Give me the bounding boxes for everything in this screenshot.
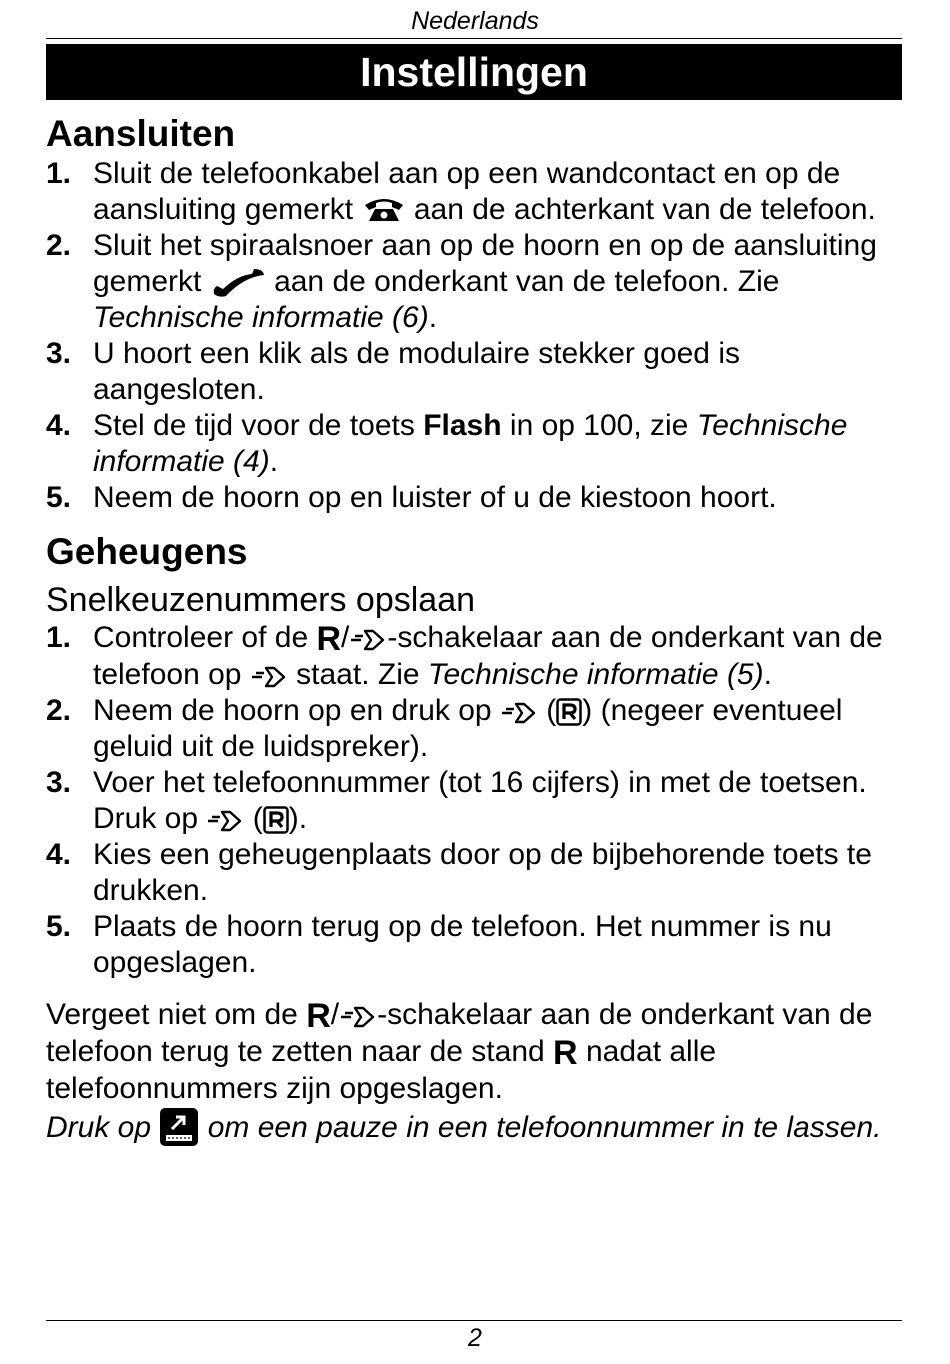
step-text: U hoort een klik als de modulaire stekker goed is aangesloten. bbox=[93, 337, 740, 406]
step-number: 4. bbox=[46, 838, 72, 871]
step-text: ). bbox=[288, 802, 308, 835]
separator: / bbox=[330, 998, 340, 1031]
step-number: 5. bbox=[46, 910, 72, 943]
list-item bbox=[46, 156, 902, 228]
step-number: 1. bbox=[46, 157, 72, 190]
store-arrow-icon bbox=[500, 700, 538, 726]
step-text: . bbox=[269, 445, 279, 478]
reference-link-text: Technische informatie (5) bbox=[427, 658, 764, 691]
list-item bbox=[46, 620, 902, 693]
step-text: ) (negeer eventueel geluid uit de luidspreker). bbox=[93, 694, 843, 763]
store-arrow-icon bbox=[349, 627, 387, 653]
step-text: aan de achterkant van de telefoon. bbox=[413, 193, 876, 226]
step-text: -schakelaar aan de onderkant van de telefoon op bbox=[93, 621, 883, 691]
step-number: 2. bbox=[46, 229, 72, 262]
note-text: Vergeet niet om de bbox=[46, 998, 298, 1031]
step-text: aan de onderkant van de telefoon. Zie bbox=[274, 265, 780, 298]
reference-link-text: Technische informatie (6) bbox=[93, 301, 429, 334]
step-text: . bbox=[428, 301, 438, 334]
step-text: Neem de hoorn op en luister of u de kiestoon hoort. bbox=[93, 481, 777, 514]
step-number: 3. bbox=[46, 337, 72, 370]
pause-key-icon bbox=[159, 1107, 199, 1147]
step-text: Sluit de telefoonkabel aan op een wandcontact en op de aansluiting gemerkt bbox=[93, 157, 841, 226]
separator: / bbox=[341, 621, 350, 654]
step-text: Voer het telefoonnummer (tot 16 cijfers) in met de toetsen. Druk op bbox=[93, 766, 867, 835]
geheugens-steps bbox=[46, 620, 902, 981]
bottom-divider bbox=[46, 1320, 902, 1321]
r-symbol: R bbox=[553, 1034, 578, 1072]
step-number: 1. bbox=[46, 621, 72, 654]
list-item bbox=[46, 228, 902, 336]
reference-link-text: Technische informatie (4) bbox=[93, 409, 848, 478]
boxed-r-icon bbox=[556, 698, 582, 726]
list-item bbox=[46, 837, 902, 909]
step-number: 2. bbox=[46, 694, 72, 727]
top-divider bbox=[46, 38, 902, 39]
step-text: Controleer of de bbox=[93, 621, 309, 654]
reset-switch-note bbox=[46, 997, 902, 1107]
store-arrow-icon bbox=[339, 1004, 377, 1030]
list-item bbox=[46, 693, 902, 765]
step-text: ( bbox=[252, 802, 263, 835]
step-number: 4. bbox=[46, 409, 72, 442]
list-item bbox=[46, 408, 902, 480]
note-text: nadat alle telefoonnummers zijn opgeslagen. bbox=[46, 1035, 717, 1105]
phone-jack-icon bbox=[362, 195, 406, 225]
step-text: Sluit het spiraalsnoer aan op de hoorn en op de aansluiting gemerkt bbox=[93, 229, 877, 298]
step-text: Neem de hoorn op en druk op bbox=[93, 694, 492, 727]
r-symbol: R bbox=[306, 997, 331, 1035]
page-content bbox=[46, 112, 902, 1147]
note-text: Druk op bbox=[46, 1111, 152, 1144]
store-arrow-icon bbox=[206, 808, 244, 834]
step-text: Plaats de hoorn terug op de telefoon. Het nummer is nu opgeslagen. bbox=[93, 910, 832, 979]
step-number: 5. bbox=[46, 481, 72, 514]
pause-note bbox=[46, 1107, 902, 1147]
step-text: . bbox=[763, 658, 772, 691]
subsection-heading: Snelkeuzenummers opslaan bbox=[46, 581, 476, 619]
step-text: staat. Zie bbox=[296, 658, 420, 691]
handset-icon bbox=[210, 269, 266, 297]
step-text: Kies een geheugenplaats door op de bijbehorende toets te drukken. bbox=[93, 838, 872, 907]
step-number: 3. bbox=[46, 766, 72, 799]
geheugens-heading: Geheugens bbox=[46, 531, 248, 572]
page-number: 2 bbox=[468, 1324, 482, 1352]
boxed-r-icon bbox=[263, 806, 289, 834]
step-text: Stel de tijd voor de toets bbox=[93, 409, 415, 442]
section-banner: Instellingen bbox=[46, 44, 902, 100]
language-label: Nederlands bbox=[411, 7, 539, 35]
note-text: -schakelaar aan de onderkant van de telefoon terug te zetten naar de stand bbox=[46, 998, 873, 1068]
aansluiten-heading: Aansluiten bbox=[46, 113, 236, 154]
list-item bbox=[46, 336, 902, 408]
list-item bbox=[46, 909, 902, 981]
note-text: om een pauze in een telefoonnummer in te lassen. bbox=[207, 1111, 882, 1144]
store-arrow-icon bbox=[250, 664, 288, 690]
step-text: ( bbox=[546, 694, 557, 727]
flash-key-label: Flash bbox=[423, 409, 502, 442]
list-item bbox=[46, 480, 902, 516]
aansluiten-steps bbox=[46, 156, 902, 516]
r-symbol: R bbox=[316, 620, 342, 658]
step-text: in op 100, zie bbox=[509, 409, 689, 442]
list-item bbox=[46, 765, 902, 837]
